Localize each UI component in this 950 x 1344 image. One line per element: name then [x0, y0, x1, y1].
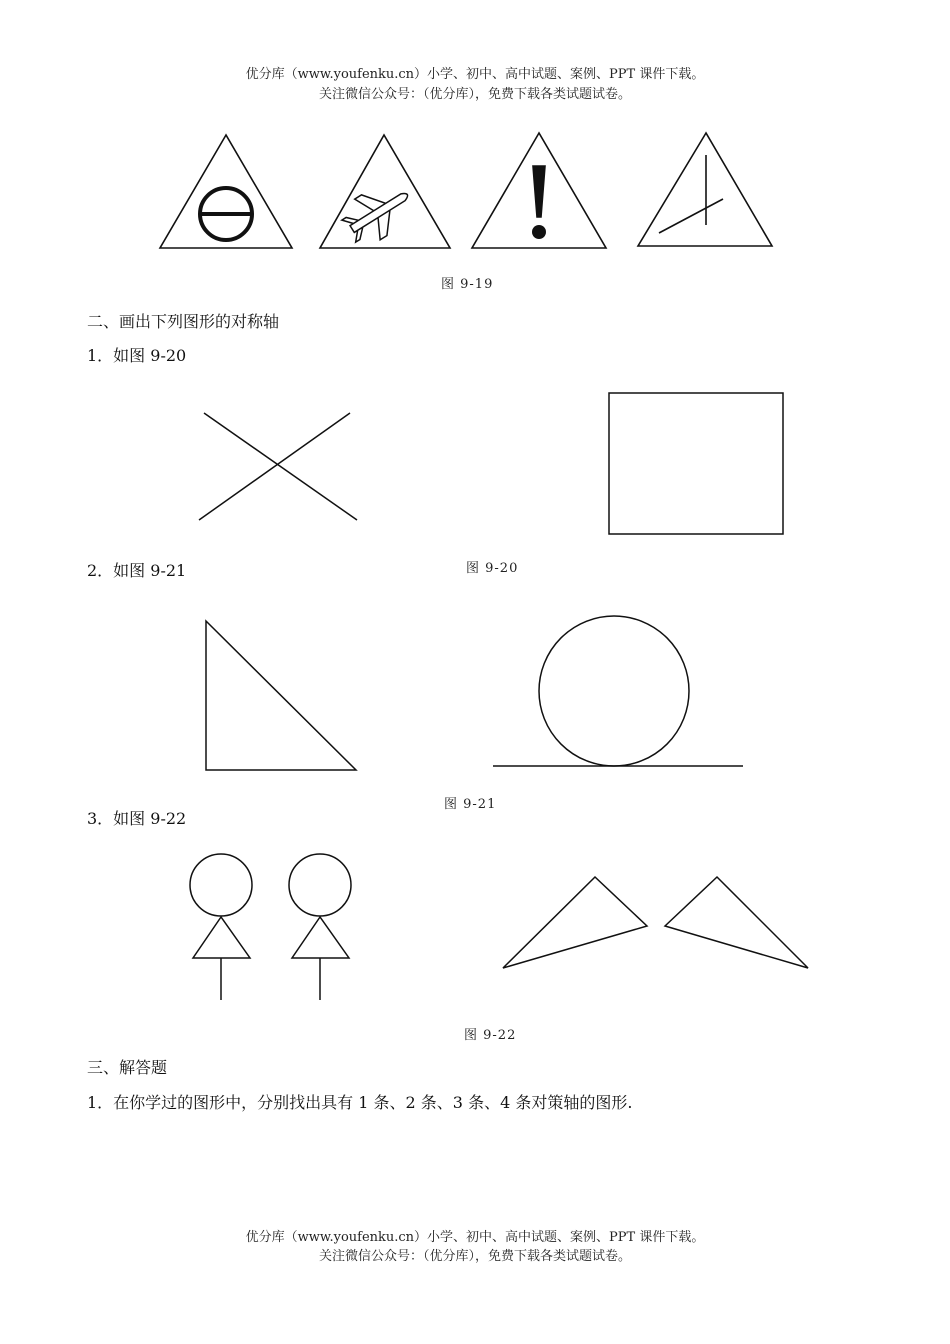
figure-9-20-caption: 图 9-20 [466, 561, 519, 576]
triangle-right-shape [665, 877, 808, 968]
footer-line-1: 优分库（www.youfenku.cn）小学、初中、高中试题、案例、PPT 课件下载。 [245, 1230, 705, 1245]
stick-figure-left [190, 854, 252, 1000]
figure-9-21-caption: 图 9-21 [444, 797, 497, 812]
question-2-1: 1．如图 9-20 [87, 346, 187, 365]
stick-figure-right [289, 854, 351, 1000]
question-2-2: 2．如图 9-21 [87, 561, 187, 580]
header-line-2: 关注微信公众号：（优分库），免费下载各类试题试卷。 [318, 87, 631, 102]
figure-9-19-caption: 图 9-19 [441, 277, 494, 292]
question-3-1: 1．在你学过的图形中，分别找出具有 1 条、2 条、3 条、4 条对策轴的图形. [87, 1093, 633, 1112]
triangle-left-shape [503, 877, 647, 968]
figure-9-22-caption: 图 9-22 [464, 1028, 517, 1043]
section-2-title: 二、画出下列图形的对称轴 [87, 312, 280, 331]
footer-line-2: 关注微信公众号：（优分库），免费下载各类试题试卷。 [318, 1249, 631, 1264]
section-3-title: 三、解答题 [87, 1058, 168, 1077]
header-line-1: 优分库（www.youfenku.cn）小学、初中、高中试题、案例、PPT 课件下载。 [245, 67, 705, 82]
question-2-3: 3．如图 9-22 [87, 809, 187, 828]
